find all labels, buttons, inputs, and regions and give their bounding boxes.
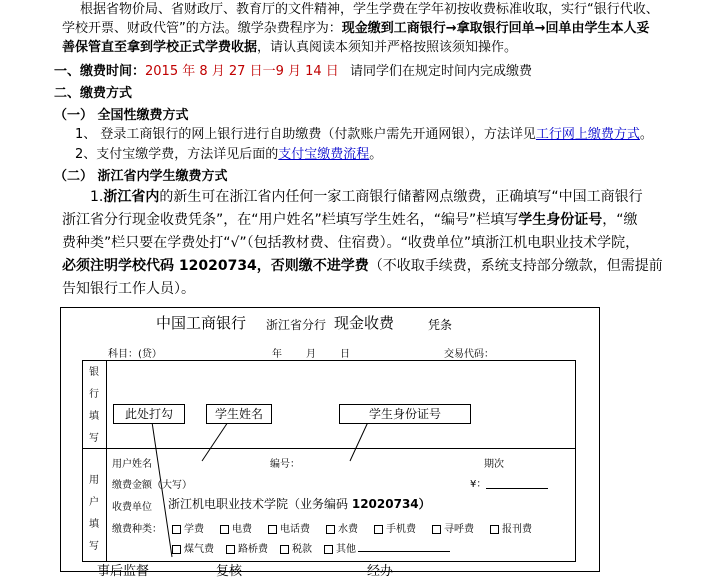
zj-para-line-1-bold: 浙江省内	[103, 189, 160, 205]
checkbox-pager[interactable]	[432, 525, 441, 534]
checkbox-mobile[interactable]	[374, 525, 383, 534]
payment-time-note: 请同学们在规定时间内完成缴费	[350, 64, 533, 79]
zj-para-line-3: 费种类”栏只要在学费处打“√”（包括教材费、住宿费）。“收费单位”填浙江机电职业技术学院，	[62, 235, 640, 251]
form-title-branch: 浙江省分行	[266, 318, 327, 332]
side-user-char-2: 户	[89, 497, 99, 508]
fee-type-water[interactable]	[326, 524, 358, 535]
side-bank-char-1: 银	[89, 367, 99, 378]
intro-line-2-text: 学校开票、财政代管”的方法。缴学杂费程序为：	[62, 21, 342, 36]
zj-para-line-5: 告知银行工作人员）。	[62, 281, 195, 297]
fee-type-mobile-label: 手机费	[386, 524, 416, 535]
fee-type-water-label: 水费	[338, 524, 358, 535]
zj-para-line-2-text: 浙江省分行现金收费凭条”，在“用户姓名”栏填写学生姓名，“编号”栏填写	[62, 212, 519, 228]
fee-type-gas-label: 煤气费	[184, 544, 214, 555]
field-user-name: 用户姓名	[112, 459, 152, 470]
checkbox-other[interactable]	[324, 545, 333, 554]
fee-type-toll[interactable]	[226, 544, 268, 555]
fee-type-other-label: 其他	[336, 544, 356, 555]
checkbox-tuition[interactable]	[172, 525, 181, 534]
sub-national-methods: （一） 全国性缴费方式	[54, 108, 189, 123]
fee-types-row-1	[172, 520, 532, 535]
intro-line-3-rest: ，请认真阅读本须知并严格按照该须知操作。	[257, 40, 518, 55]
form-subject: 科目：(贷）	[108, 349, 162, 360]
fee-type-phone-label: 电话费	[280, 524, 310, 535]
field-amount: 缴费金额（大写）	[112, 480, 192, 491]
zj-para-line-2-bold: 学生身份证号	[518, 212, 603, 228]
other-underline	[358, 551, 450, 552]
intro-line-3-bold: 善保管直至拿到学校正式学费收据	[62, 40, 258, 55]
online-banking-link[interactable]: 工行网上缴费方式	[535, 127, 640, 142]
form-title-bank: 中国工商银行	[156, 314, 247, 332]
callout-check-here: 此处打勾	[113, 404, 185, 424]
fee-type-tuition-label: 学费	[184, 524, 204, 535]
fee-type-tuition[interactable]	[172, 524, 204, 535]
field-types-label: 缴费种类：	[112, 524, 162, 535]
fee-type-tax[interactable]	[280, 544, 312, 555]
form-day: 日	[340, 349, 350, 360]
checkbox-toll[interactable]	[226, 545, 235, 554]
form-title-type: 现金收费	[334, 314, 395, 332]
checkbox-electric[interactable]	[220, 525, 229, 534]
fee-type-electric[interactable]	[220, 524, 252, 535]
fee-type-pager-label: 寻呼费	[444, 524, 474, 535]
fee-type-gas[interactable]	[172, 544, 214, 555]
pointer-id	[350, 422, 368, 461]
form-year: 年	[272, 349, 282, 360]
section-payment-methods: 二、缴费方式	[54, 86, 133, 101]
unit-value-text: 浙江机电职业技术学院（业务编码	[168, 497, 349, 511]
zj-para-line-1-num: 1.	[90, 189, 104, 205]
method-online-banking-text: 1、 登录工商银行的网上银行进行自助缴费（付款账户需先开通网银），方法详见	[75, 127, 536, 142]
fee-type-newspaper[interactable]	[490, 524, 532, 535]
side-bank-char-2: 行	[89, 389, 99, 400]
checkbox-water[interactable]	[326, 525, 335, 534]
side-user-char-1: 用	[89, 475, 99, 486]
field-unit-label: 收费单位	[112, 502, 152, 513]
section-payment-time-label: 一、缴费时间：	[54, 64, 146, 79]
fee-type-toll-label: 路桥费	[238, 544, 268, 555]
zj-para-line-1-rest: 的新生可在浙江省内任何一家工商银行储蓄网点缴费，正确填写“中国工商银行	[159, 189, 643, 205]
pointer-name	[202, 422, 228, 461]
intro-line-1: 根据省物价局、省财政厅、教育厅的文件精神，学生学费在学年初按收费标准收取，实行“银行代收、	[80, 2, 659, 17]
footer-supervise: 事后监督	[97, 564, 150, 579]
form-title-slip: 凭条	[428, 318, 453, 332]
checkbox-tax[interactable]	[280, 545, 289, 554]
method-alipay-end: 。	[369, 147, 383, 162]
intro-line-2-bold: 现金缴到工商银行→拿取银行回单→回单由学生本人妥	[341, 21, 650, 36]
callout-student-name: 学生姓名	[206, 404, 272, 424]
footer-review: 复核	[216, 564, 243, 579]
fee-types-row-2	[172, 540, 356, 555]
fee-type-newspaper-label: 报刊费	[502, 524, 532, 535]
footer-handle: 经办	[367, 564, 394, 579]
alipay-flow-link[interactable]: 支付宝缴费流程	[278, 147, 370, 162]
checkbox-newspaper[interactable]	[490, 525, 499, 534]
method-alipay-text: 2、支付宝缴学费，方法详见后面的	[75, 147, 279, 162]
checkbox-gas[interactable]	[172, 545, 181, 554]
payment-dates: 2015 年 8 月 27 日一9 月 14 日	[145, 64, 339, 79]
side-bank-char-4: 写	[89, 433, 99, 444]
unit-value-code: 12020734）	[351, 497, 431, 511]
field-unit-value	[168, 495, 431, 512]
zj-para-line-2-rest: ，“缴	[602, 212, 638, 228]
form-trade-code: 交易代码：	[444, 349, 494, 360]
sub-zhejiang-methods: （二） 浙江省内学生缴费方式	[54, 169, 228, 184]
yen-underline	[486, 488, 548, 489]
field-yen: ¥：	[470, 479, 487, 490]
fee-type-pager[interactable]	[432, 524, 474, 535]
zj-para-line-4-rest: （不收取手续费，系统支持部分缴款，但需提前	[368, 258, 663, 274]
field-period: 期次	[484, 459, 504, 470]
side-bank-char-3: 填	[89, 411, 99, 422]
zj-para-line-4-bold: 必须注明学校代码 12020734，否则缴不进学费	[62, 258, 369, 274]
fee-type-other[interactable]	[324, 544, 356, 555]
fee-type-electric-label: 电费	[232, 524, 252, 535]
fee-type-phone[interactable]	[268, 524, 310, 535]
checkbox-phone[interactable]	[268, 525, 277, 534]
fee-type-tax-label: 税款	[292, 544, 312, 555]
form-month: 月	[306, 349, 316, 360]
field-number: 编号：	[270, 459, 300, 470]
callout-student-id: 学生身份证号	[339, 404, 471, 424]
side-user-char-4: 写	[89, 541, 99, 552]
method-online-banking-end: 。	[639, 127, 653, 142]
side-user-char-3: 填	[89, 519, 99, 530]
fee-type-mobile[interactable]	[374, 524, 416, 535]
